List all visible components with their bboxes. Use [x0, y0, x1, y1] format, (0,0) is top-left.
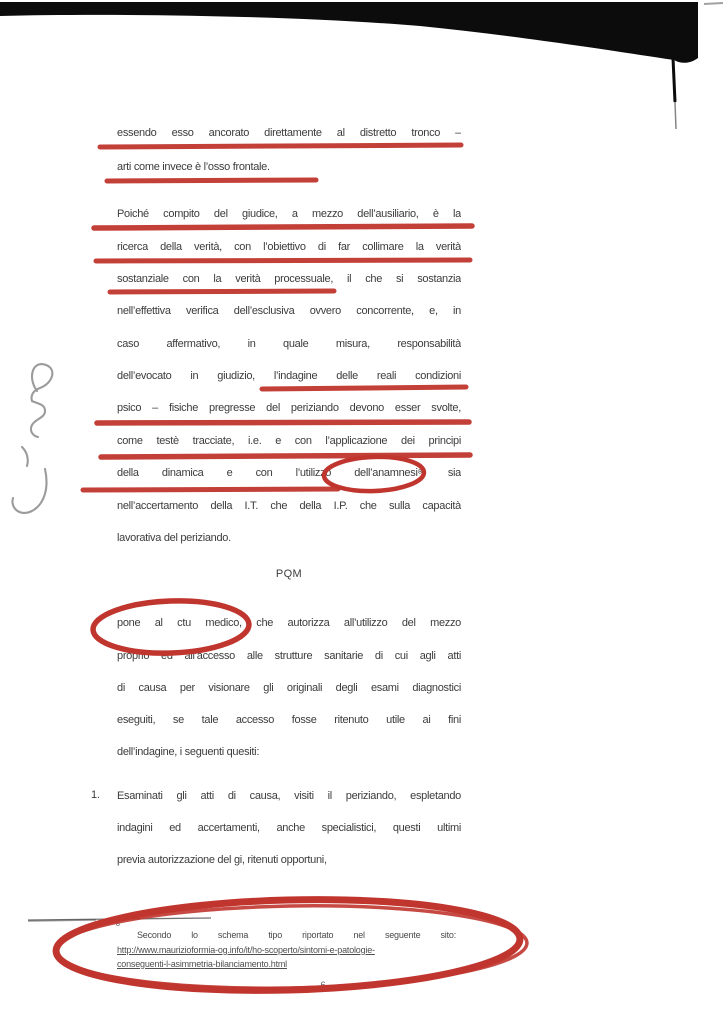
- text-line: proprio ed all’accesso alle strutture sanitarie di cui agli atti: [117, 650, 461, 662]
- text-line: come testè tracciate, i.e. e con l’applicazione dei principi: [117, 435, 461, 447]
- footnote-text: Secondo lo schema tipo riportato nel seguente sito:: [137, 930, 456, 940]
- list-item-line: indagini ed accertamenti, anche specialistici, questi ultimi: [117, 822, 461, 834]
- red-underline: [101, 455, 470, 457]
- red-underline: [97, 422, 469, 423]
- text-line: ricerca della verità, con l’obiettivo di far collimare la verità: [117, 241, 461, 253]
- red-underline: [110, 291, 334, 292]
- text-line: dell’indagine, i seguenti quesiti:: [117, 746, 260, 758]
- scan-artifact-drip-faint: [675, 102, 676, 129]
- text-line: di causa per visionare gli originali degli esami diagnostici: [117, 682, 461, 694]
- footnote-marker: 8: [116, 921, 120, 928]
- list-item-line: Esaminati gli atti di causa, visiti il periziando, espletando: [117, 790, 461, 802]
- red-underline: [94, 226, 472, 228]
- section-heading-pqm: PQM: [275, 568, 303, 580]
- text-line: nell’effettiva verifica dell’esclusiva ovvero concorrente, e, in: [117, 305, 461, 317]
- red-underline: [83, 489, 338, 490]
- red-underline: [100, 145, 461, 147]
- list-item-number: 1.: [91, 789, 100, 801]
- text-line: eseguiti, se tale accesso fosse ritenuto utile ai fini: [117, 714, 461, 726]
- text-line: Poiché compito del giudice, a mezzo dell’ausiliario, è la: [117, 208, 461, 220]
- red-underline: [107, 180, 316, 181]
- footnote-url-line-2: conseguenti-l-asimmetria-bilanciamento.html: [117, 959, 287, 969]
- text-line: lavorativa del periziando.: [117, 532, 231, 544]
- handwritten-mark: [12, 364, 52, 513]
- text-line: della dinamica e con l’utilizzo dell’anamnesi⁸, sia: [117, 467, 461, 479]
- scan-artifact-corner-dash: [704, 3, 723, 4]
- text-line: caso affermativo, in quale misura, responsabilità: [117, 338, 461, 350]
- text-line: pone al ctu medico, che autorizza all’utilizzo del mezzo: [117, 617, 461, 629]
- page-number: 6: [320, 980, 326, 990]
- scan-artifact-top-band: [0, 2, 723, 129]
- text-line: psico – fisiche pregresse del periziando devono esser svolte,: [117, 402, 461, 414]
- red-underline: [262, 387, 466, 389]
- scan-artifact-drip: [673, 58, 675, 102]
- text-line: sostanziale con la verità processuale, il che si sostanzia: [117, 273, 461, 285]
- text-line: nell’accertamento della I.T. che della I.P. che sulla capacità: [117, 500, 461, 512]
- red-underline: [96, 260, 470, 261]
- text-line: arti come invece è l’osso frontale.: [117, 161, 270, 173]
- list-item-line: previa autorizzazione del gi, ritenuti opportuni,: [117, 854, 327, 866]
- footnote-url-line-1: http://www.maurizioformia-og.info/it/ho-scoperto/sintomi-e-patologie-: [117, 945, 375, 955]
- text-line: essendo esso ancorato direttamente al distretto tronco –: [117, 127, 461, 139]
- text-line: dell’evocato in giudizio, l’indagine delle reali condizioni: [117, 370, 461, 382]
